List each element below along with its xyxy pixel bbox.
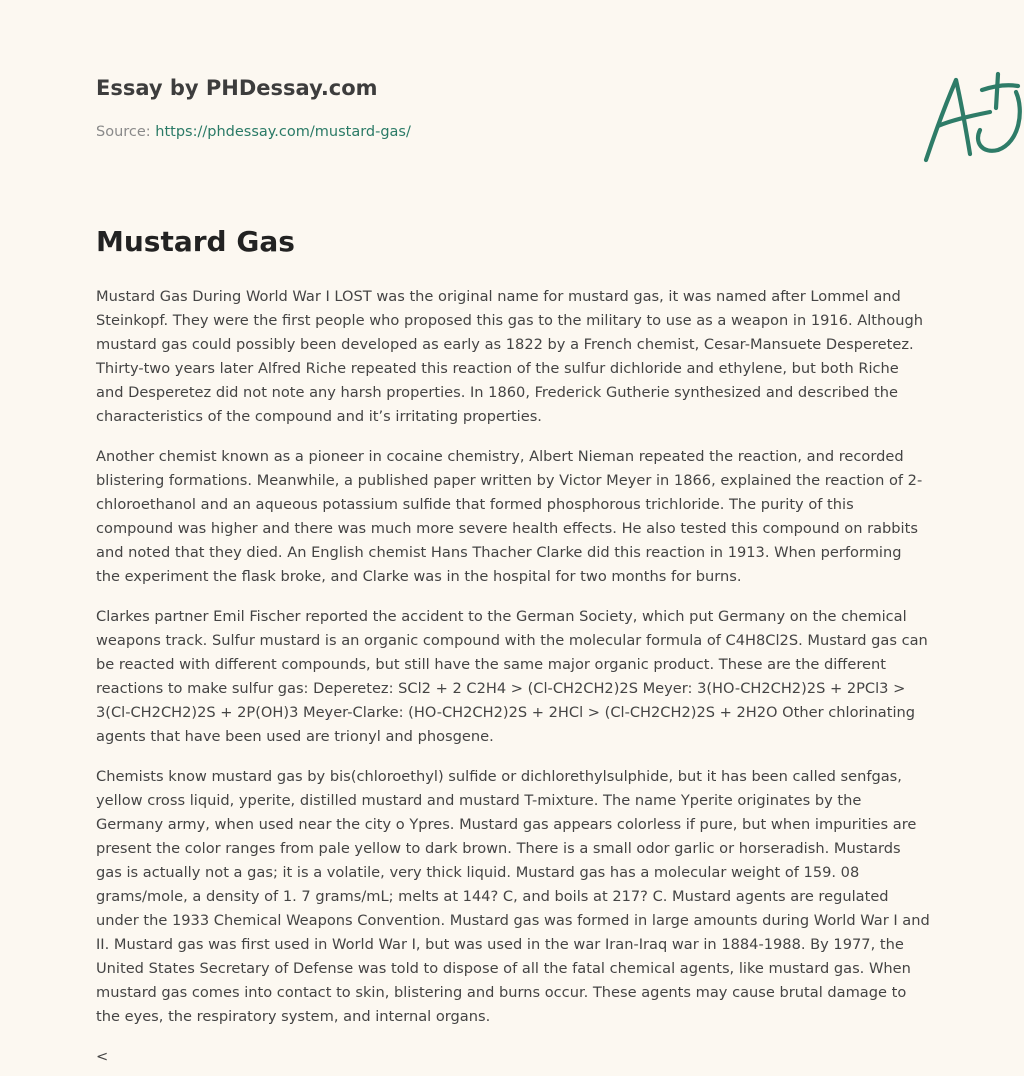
- essay-paragraph: Another chemist known as a pioneer in cocaine chemistry, Albert Nieman repeated the reaction, and recorded blistering formations. Meanwhile, a published paper written by Victor Meyer in 1866, explained the reaction of 2-chloroethanol and an aqueous potassium sulfide that formed phosphorous trichloride. The purity of this compound was higher and there was much more severe health effects. He also tested this compound on rabbits and noted that they died. An English chemist Hans Thacher Clarke did this reaction in 1913. When performing the experiment the flask broke, and Clarke was in the hospital for two months for burns.: [96, 448, 923, 585]
- continuation-marker: <: [96, 1048, 109, 1065]
- essay-paragraph: Clarkes partner Emil Fischer reported the accident to the German Society, which put Germany on the chemical weapons track. Sulfur mustard is an organic compound with the molecular formula of C4H8Cl2S. Mustard gas can be reacted with different compounds, but still have the same major organic product. These are the different reactions to make sulfur gas: Deperetez: SCl2 + 2 C2H4 > (Cl-CH2CH2)2S Meyer: 3(HO-CH2CH2)2S + 2PCl3 > 3(Cl-CH2CH2)2S + 2P(OH)3 Meyer-Clarke: (HO-CH2CH2)2S + 2HCl > (Cl-CH2CH2)2S + 2H2O Other chlorinating agents that have been used are trionyl and phosgene.: [96, 608, 928, 745]
- essay-paragraph: Mustard Gas During World War I LOST was the original name for mustard gas, it was named after Lommel and Steinkopf. They were the first people who proposed this gas to the military to use as a weapon in 1916. Although mustard gas could possibly been developed as early as 1822 by a French chemist, Cesar-Mansuete Desperetez. Thirty-two years later Alfred Riche repeated this reaction of the sulfur dichloride and ethylene, but both Riche and Desperetez did not note any harsh properties. In 1860, Frederick Gutherie synthesized and described the characteristics of the compound and it’s irritating properties.: [96, 288, 923, 425]
- a-plus-grade-icon: [918, 68, 1024, 166]
- source-label: Source:: [96, 124, 156, 140]
- source-link[interactable]: https://phdessay.com/mustard-gas/: [155, 124, 411, 140]
- site-name: Essay by PHDessay.com: [96, 76, 378, 100]
- essay-paragraph: Chemists know mustard gas by bis(chloroethyl) sulfide or dichlorethylsulphide, but it has been called senfgas, yellow cross liquid, yperite, distilled mustard and mustard T-mixture. The name Yperite originates by the Germany army, when used near the city o Ypres. Mustard gas appears colorless if pure, but when impurities are present the color ranges from pale yellow to dark brown. There is a small odor garlic or horseradish. Mustards gas is actually not a gas; it is a volatile, very thick liquid. Mustard gas has a molecular weight of 159. 08 grams/mole, a density of 1. 7 grams/mL; melts at 144? C, and boils at 217? C. Mustard agents are regulated under the 1933 Chemical Weapons Convention. Mustard gas was formed in large amounts during World War I and II. Mustard gas was first used in World War I, but was used in the war Iran-Iraq war in 1884-1988. By 1977, the United States Secretary of Defense was told to dispose of all the fatal chemical agents, like mustard gas. When mustard gas comes into contact to skin, blistering and burns occur. These agents may cause brutal damage to the eyes, the respiratory system, and internal organs.: [96, 768, 930, 1025]
- source-line: [96, 124, 411, 140]
- essay-body: [96, 285, 930, 1069]
- essay-title: Mustard Gas: [96, 225, 295, 258]
